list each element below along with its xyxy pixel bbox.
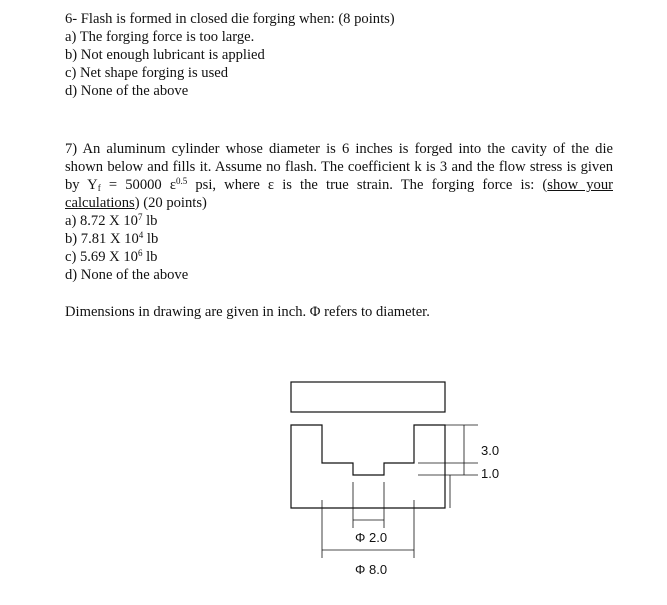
dim-label-height-step: 1.0: [481, 466, 500, 481]
question-7-option-c: c) 5.69 X $10^6$ lb: [65, 248, 158, 265]
dim-label-height-total: 3.0: [481, 443, 500, 458]
upper-punch: [291, 382, 445, 412]
dim-label-diameter-large: Φ 8.0: [355, 562, 388, 577]
question-7-option-d: d) None of the above: [65, 267, 189, 283]
question-6-option-a: a) The forging force is too large.: [65, 29, 255, 45]
question-6-option-d: d) None of the above: [65, 83, 189, 99]
lower-die: [291, 425, 445, 508]
question-7-option-a: a) 8.72 X $10^7$ lb: [65, 212, 158, 229]
question-7-option-b: b) 7.81 X $10^4$ lb: [65, 230, 159, 247]
question-6-option-b: b) Not enough lubricant is applied: [65, 47, 265, 63]
question-7-prompt: 7) An aluminum cylinder whose diameter is 6 inches is forged into the cavity of the die shown below and fills it. Assume no flash. The coefficient k is 3 and the flow stress is given by $Y_f = 50000$ $\varepsilon^{0.5}$ psi, where ε is the true strain. The forging force is: (show your calculations) (20 points): [65, 141, 613, 211]
dimensions-note: Dimensions in drawing are given in inch. Φ refers to diameter.: [65, 304, 430, 320]
question-6-prompt: 6- Flash is formed in closed die forging when: (8 points): [65, 11, 395, 27]
question-6-option-c: c) Net shape forging is used: [65, 65, 229, 81]
dim-label-diameter-small: Φ 2.0: [355, 530, 388, 545]
show-calculations-text: show your calculations: [65, 177, 613, 211]
height-dimension-lines: [418, 425, 478, 508]
